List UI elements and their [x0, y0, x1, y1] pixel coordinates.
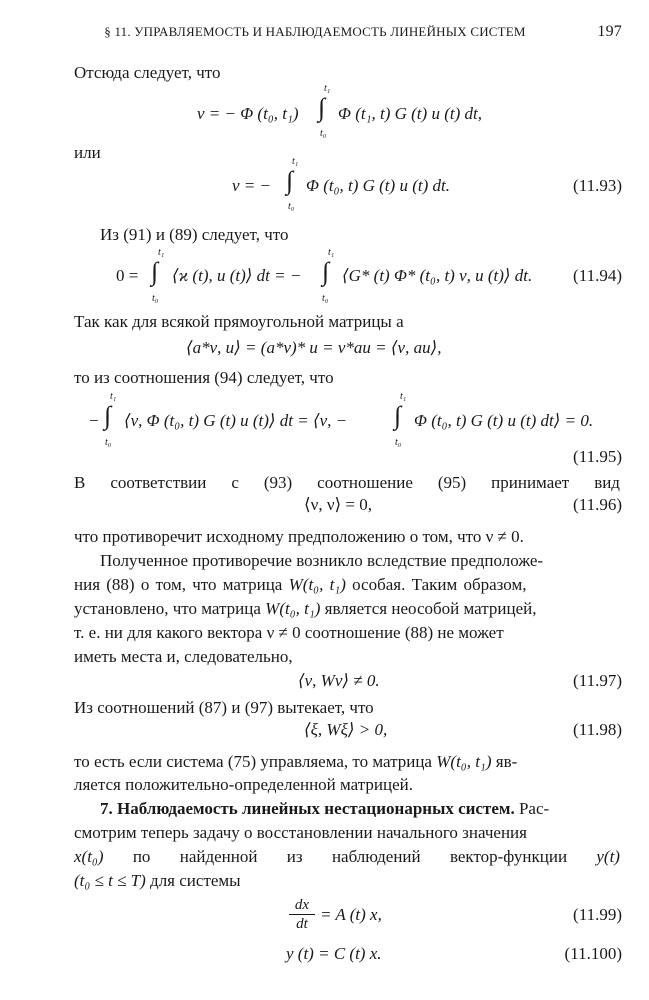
text-span: является неособой матрицей, — [320, 599, 537, 618]
header-title: § 11. УПРАВЛЯЕМОСТЬ И НАБЛЮДАЕМОСТЬ ЛИНЕЙНЫХ СИСТЕМ — [104, 24, 526, 39]
fraction-bar — [289, 914, 315, 915]
equation-number: (11.100) — [564, 944, 622, 963]
text-span: для системы — [145, 871, 241, 890]
text-span: особая. Таким образом, — [345, 575, 527, 594]
text-line: Отсюда следует, что — [74, 63, 221, 82]
integral-sign: ∫ — [394, 401, 402, 430]
section-number: 7. — [100, 799, 113, 818]
integral-lower-limit: t₀ — [395, 437, 402, 448]
equation-11-100: y (t) = C (t) x. — [286, 944, 382, 963]
word: вид — [594, 473, 620, 492]
text-span: то есть если система (75) управляема, то матрица — [74, 752, 437, 771]
integral-sign: ∫ — [151, 257, 159, 286]
integral-upper-limit: t₁ — [292, 156, 299, 167]
integral-sign: ∫ — [322, 257, 330, 286]
section-heading-line — [100, 799, 549, 819]
integral-sign: ∫ — [318, 93, 326, 122]
text-line: Полученное противоречие возникло вследствие предположе- — [100, 551, 544, 570]
math-symbol: x(t₀) — [74, 847, 104, 866]
equation-number: (11.96) — [573, 495, 622, 514]
integral-upper-limit: t₁ — [324, 83, 331, 94]
integral-lower-limit: t₀ — [322, 293, 329, 304]
text-line: т. е. ни для какого вектора ν ≠ 0 соотношение (88) не может — [74, 623, 504, 642]
word: наблюдений — [331, 847, 421, 866]
equation-number: (11.95) — [573, 447, 622, 466]
word: по — [132, 847, 151, 866]
fraction-denominator: dt — [296, 916, 308, 932]
eq-lhs: 0 = — [116, 266, 139, 285]
text-line — [74, 575, 526, 595]
word: из — [286, 847, 303, 866]
word: соответствии — [110, 473, 207, 492]
text-line: ляется положительно-определенной матрицей. — [74, 775, 414, 794]
text-line — [74, 473, 620, 493]
eq-rhs: Φ (t₀, t) G (t) u (t) dt⟩ = 0. — [414, 411, 594, 430]
eq-rhs: ⟨G* (t) Φ* (t₀, t) ν, u (t)⟩ dt. — [342, 266, 533, 285]
integral-sign: ∫ — [104, 401, 112, 430]
integral-lower-limit: t₀ — [105, 437, 112, 448]
equation-number: (11.93) — [573, 176, 622, 195]
equation-11-96: ⟨ν, ν⟩ = 0, — [304, 495, 372, 514]
equation-number: (11.98) — [573, 720, 622, 739]
eq-lhs: ν = − — [232, 176, 271, 195]
integral-upper-limit: t₁ — [400, 391, 407, 402]
integral-lower-limit: t₀ — [288, 201, 295, 212]
text-line: или — [74, 143, 101, 162]
word: соотношение — [317, 473, 413, 492]
text-line: Так как для всякой прямоугольной матрицы a — [74, 312, 404, 331]
word: принимает — [491, 473, 570, 492]
eq-mid: ⟨ϰ (t), u (t)⟩ dt = − — [172, 266, 302, 285]
eq-mid: ⟨ν, Φ (t₀, t) G (t) u (t)⟩ dt = ⟨ν, − — [124, 411, 348, 430]
math-symbol: y(t) — [596, 847, 620, 866]
section-title: Наблюдаемость линейных нестационарных систем. — [117, 799, 515, 818]
text-line — [74, 847, 620, 867]
integral-upper-limit: t₁ — [110, 391, 117, 402]
math-symbol: W — [265, 599, 280, 618]
text-line: Из соотношений (87) и (97) вытекает, что — [74, 698, 374, 717]
equation-adjoint: ⟨a*ν, u⟩ = (a*ν)* u = ν*au = ⟨ν, au⟩, — [186, 338, 442, 357]
math-symbol: W — [436, 752, 451, 771]
text-line — [74, 871, 241, 891]
word: найденной — [179, 847, 258, 866]
text-line: то из соотношения (94) следует, что — [74, 368, 334, 387]
math-symbol: (t₀, t₁) — [279, 599, 321, 618]
text-span: яв- — [491, 752, 518, 771]
text-span: Рас- — [514, 799, 550, 818]
text-span: установлено, что матрица — [74, 599, 266, 618]
equation-11-97: ⟨ν, Wν⟩ ≠ 0. — [298, 671, 380, 690]
text-span: ния (88) о том, что матрица — [74, 575, 289, 594]
integral-sign: ∫ — [286, 166, 294, 195]
integral-upper-limit: t₁ — [158, 247, 165, 258]
text-line: Из (91) и (89) следует, что — [100, 225, 289, 244]
integral-lower-limit: t₀ — [152, 293, 159, 304]
text-line: иметь места и, следовательно, — [74, 647, 293, 666]
word: В — [74, 473, 86, 492]
text-line — [74, 599, 536, 619]
text-line: смотрим теперь задачу о восстановлении начального значения — [74, 823, 527, 842]
integral-lower-limit: t₀ — [320, 128, 327, 139]
word: с — [231, 473, 239, 492]
eq-minus: − — [89, 411, 99, 430]
equation-number: (11.97) — [573, 671, 622, 690]
math-symbol: (t₀, t₁) — [450, 752, 492, 771]
integral-upper-limit: t₁ — [328, 247, 335, 258]
word: (93) — [263, 473, 293, 492]
equation-number: (11.99) — [573, 905, 622, 924]
equation-number: (11.94) — [573, 266, 622, 285]
eq-rhs: Φ (t₁, t) G (t) u (t) dt, — [338, 104, 482, 123]
page-number: 197 — [597, 23, 622, 40]
eq-rhs: = A (t) x, — [320, 905, 382, 924]
eq-rhs: Φ (t₀, t) G (t) u (t) dt. — [306, 176, 450, 195]
fraction-numerator: dx — [294, 897, 310, 913]
math-symbol: W — [288, 575, 303, 594]
word: вектор-функции — [449, 847, 568, 866]
math-symbol: (t₀, t₁) — [302, 575, 346, 594]
word: (95) — [437, 473, 467, 492]
text-line: что противоречит исходному предположению о том, что ν ≠ 0. — [74, 527, 524, 546]
equation-11-98: ⟨ξ, Wξ⟩ > 0, — [304, 720, 388, 739]
eq-lhs: ν = − Φ (t₀, t₁) — [197, 104, 299, 123]
math-symbol: (t₀ ≤ t ≤ T) — [74, 871, 146, 890]
text-line — [74, 752, 517, 772]
